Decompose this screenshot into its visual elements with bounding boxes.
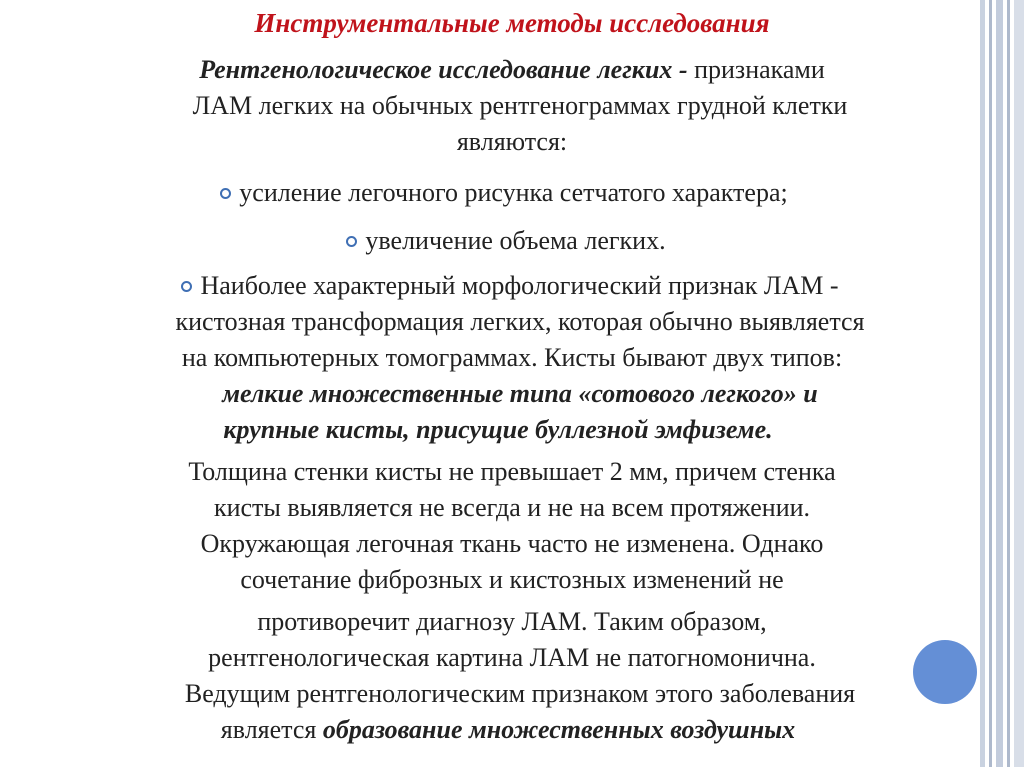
bullet-icon <box>220 188 231 199</box>
main-line-13-start: является <box>220 715 323 744</box>
bullet-icon <box>181 281 192 292</box>
sub-bullet-text: увеличение объема легких. <box>365 226 666 255</box>
main-bullet-line-1 <box>0 268 1022 304</box>
navigation-circle-button[interactable] <box>913 640 977 704</box>
main-line-13-bold: образование множественных воздушных <box>322 715 796 744</box>
intro-heading: Рентгенологическое исследование легких - <box>199 55 688 84</box>
sub-bullet-text: усиление легочного рисунка сетчатого характера; <box>239 178 788 207</box>
main-line-2: кистозная трансформация легких, которая обычно выявляется <box>175 307 865 336</box>
intro-line-2: ЛАМ легких на обычных рентгенограммах грудной клетки <box>192 91 848 120</box>
main-line-8: Окружающая легочная ткань часто не изменена. Однако <box>200 529 824 558</box>
main-line-10: противоречит диагнозу ЛАМ. Таким образом, <box>257 607 767 636</box>
main-line-6: Толщина стенки кисты не превышает 2 мм, причем стенка <box>188 457 836 486</box>
main-line-7: кисты выявляется не всегда и не на всем протяжении. <box>213 493 811 522</box>
intro-line-1-rest: признаками <box>687 55 825 84</box>
main-line-4: мелкие множественные типа «сотового легкого» и <box>222 379 818 408</box>
intro-line-3: являются: <box>456 127 568 156</box>
main-line-13 <box>0 712 1020 748</box>
bullet-icon <box>346 236 357 247</box>
sub-bullet-2 <box>0 223 1018 259</box>
main-text: Наиболее характерный морфологический признак ЛАМ - <box>200 271 839 300</box>
sub-bullet-1 <box>0 175 1016 211</box>
main-line-12: Ведущим рентгенологическим признаком этого заболевания <box>184 679 856 708</box>
main-line-9: сочетание фиброзных и кистозных изменений не <box>240 565 784 594</box>
intro-line-1 <box>0 52 1024 88</box>
slide-title: Инструментальные методы исследования <box>254 8 770 38</box>
main-line-3: на компьютерных томограммах. Кисты бывают двух типов: <box>181 343 843 372</box>
main-line-5: крупные кисты, присущие буллезной эмфиземе. <box>223 415 773 444</box>
main-line-11: рентгенологическая картина ЛАМ не патогномонична. <box>208 643 816 672</box>
